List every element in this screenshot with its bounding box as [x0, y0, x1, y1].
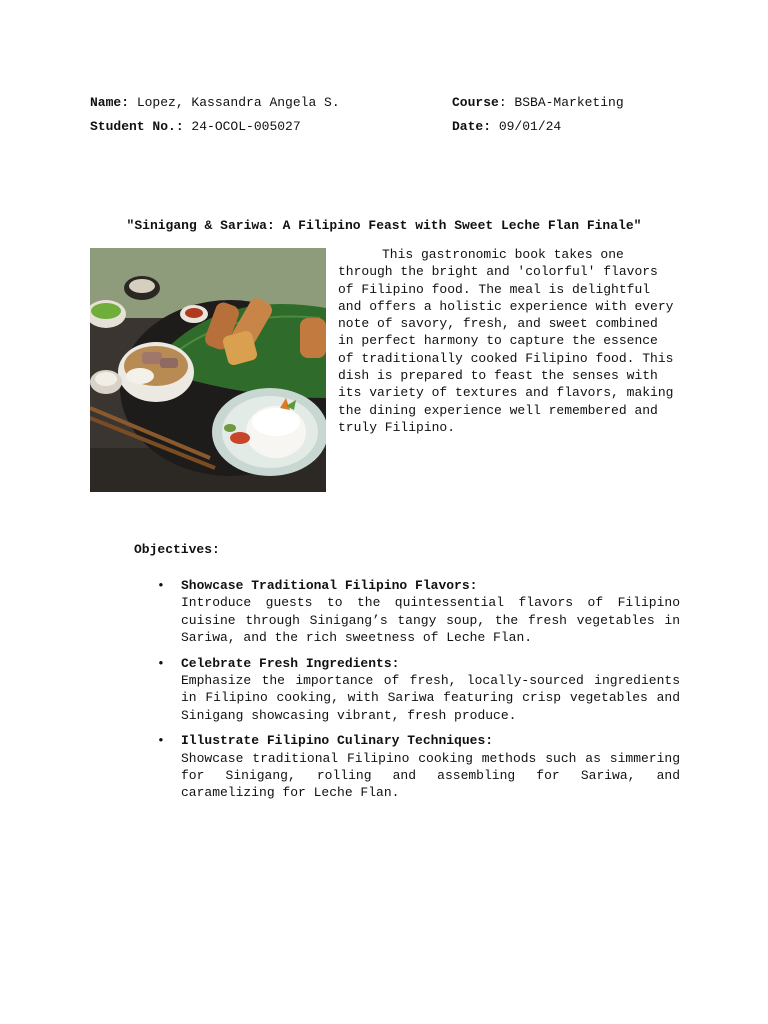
date-value: 09/01/24 — [491, 119, 562, 134]
course-value: : BSBA-Marketing — [498, 95, 624, 110]
date — [452, 119, 561, 135]
name-label: Name: — [90, 95, 130, 110]
document-title: "Sinigang & Sariwa: A Filipino Feast with Sweet Leche Flan Finale" — [126, 218, 642, 233]
bullet-icon: • — [157, 733, 165, 749]
objective-title: Showcase Traditional Filipino Flavors: — [181, 578, 478, 593]
student-no-value: 24-OCOL-005027 — [183, 119, 301, 134]
objective-description: Introduce guests to the quintessential flavors of Filipino cuisine through Sinigang’s tangy soup, the fresh vegetables in Sariwa, and the rich sweetness of Leche Flan. — [181, 595, 680, 646]
date-label: Date: — [452, 119, 492, 134]
list-item — [155, 577, 680, 647]
list-item — [155, 655, 680, 725]
objective-description: Showcase traditional Filipino cooking methods such as simmering for Sinigang, rolling and assembling for Sariwa, and caramelizing for Leche Flan. — [181, 750, 680, 801]
course-label: Course — [452, 95, 499, 110]
objective-description: Emphasize the importance of fresh, locally-sourced ingredients in Filipino cooking, with Sariwa featuring crisp vegetables and Sinigang showcasing vibrant, fresh produce. — [181, 673, 680, 723]
student-name — [90, 95, 340, 111]
objective-title: Illustrate Filipino Culinary Techniques: — [181, 733, 494, 749]
filipino-meal-photo — [90, 248, 326, 492]
name-value: Lopez, Kassandra Angela S. — [129, 95, 340, 110]
bullet-icon: • — [157, 578, 165, 593]
objective-title: Celebrate Fresh Ingredients: — [181, 655, 400, 671]
bullet-icon: • — [157, 655, 165, 671]
intro-paragraph: This gastronomic book takes one through the bright and 'colorful' flavors of Filipino food. The meal is delightful and offers a holistic experience with every note of savory, fresh, and sweet combined in perfect harmony to capture the essence of traditionally cooked Filipino food. This dish is prepared to feast the senses with its variety of textures and flavors, making the dining experience well remembered and truly Filipino. — [338, 247, 674, 435]
course — [452, 95, 624, 111]
student-number — [90, 119, 301, 135]
objectives-heading: Objectives: — [134, 542, 220, 557]
objectives-list — [155, 577, 680, 810]
student-no-label: Student No.: — [90, 119, 184, 134]
list-item — [155, 732, 680, 802]
